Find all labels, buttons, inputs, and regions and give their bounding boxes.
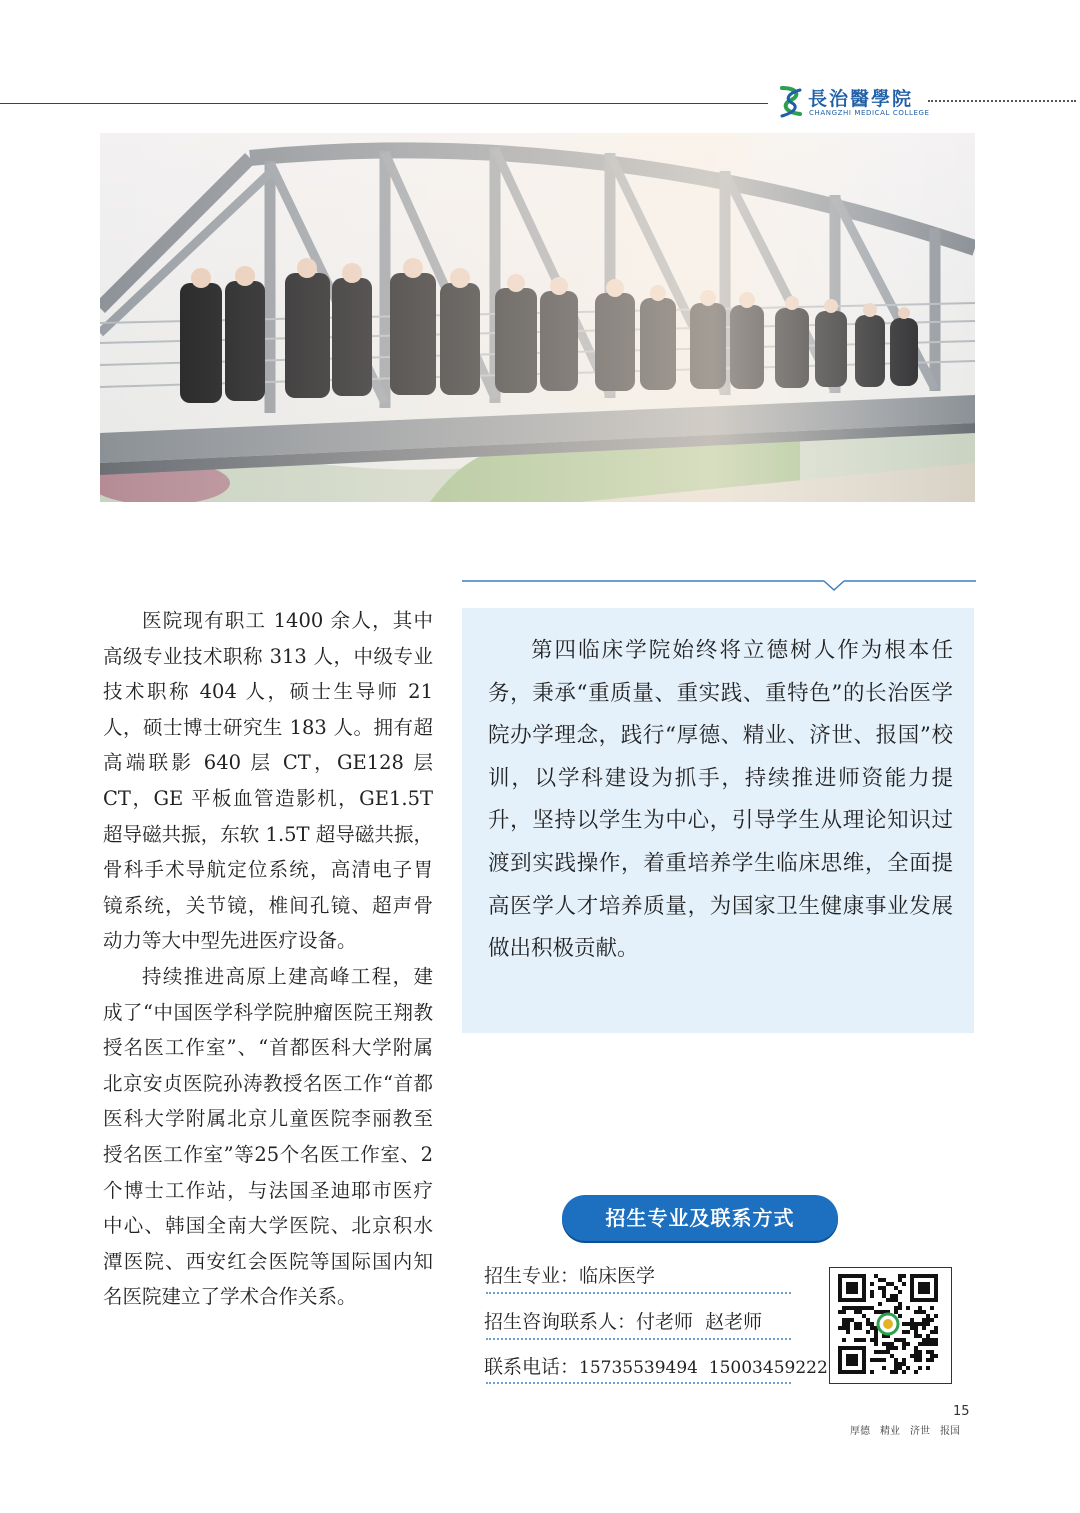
motto-word: 济世 [910,1426,930,1437]
major-value: 临床医学 [579,1265,656,1287]
major-line [484,1261,655,1288]
highlight-divider [462,580,976,594]
motto-word: 报国 [940,1426,960,1437]
phone-label: 联系电话： [484,1356,580,1378]
motto-word: 精业 [880,1426,900,1437]
contact-rule-1 [486,1292,791,1294]
contact-rule-3 [486,1382,791,1384]
paragraph-expert-studios: 持续推进高原上建高峰工程，建成了“中国医学科学院肿瘤医院王翔教授名医工作室”、“首都医科大学附属北京安贞医院孙涛教授名医工作“首都医科大学附属北京儿童医院李丽教至授名医工作室”等25个名医工作室、2个博士工作站，与法国圣迪耶市医疗中心、韩国全南大学医院、北京积水潭医院、西安红会医院等国际国内知名医院建立了学术合作关系。 [103,964,433,1309]
consult-value: 付老师 赵老师 [636,1311,763,1333]
contact-section-title: 招生专业及联系方式 [562,1195,838,1241]
motto-word: 厚德 [850,1426,870,1437]
hospital-intro-text [103,603,433,1315]
college-motto [850,1422,970,1437]
consult-line [484,1307,762,1334]
college-logo [778,84,930,124]
phone-value: 15735539494 15003459222 [579,1358,828,1378]
paragraph-staff-equipment: 医院现有职工 1400 余人，其中高级专业技术职称 313 人，中级专业技术职称 404 人，硕士生导师 21 人，硕士博士研究生 183 人。拥有超高端联影 640 层 CT，GE128 层 CT，GE 平板血管造影机，GE1.5T 超导磁共振，东软 1.5T 超导磁共振，骨科手术导航定位系统，高清电子胃镜系统，关节镜，椎间孔镜、超声骨动力等大中型先进医疗设备。 [103,609,433,953]
header-rule [0,103,768,104]
page-number: 15 [953,1404,970,1419]
header-dotted-rule [928,100,1076,102]
mission-statement: 第四临床学院始终将立德树人作为根本任务，秉承“重质量、重实践、重特色”的长治医学院办学理念，践行“厚德、精业、济世、报国”校训，以学科建设为抓手，持续推进师资能力提升，坚持以学生为中心，引导学生从理论知识过渡到实践操作，着重培养学生临床思维，全面提高医学人才培养质量，为国家卫生健康事业发展做出积极贡献。 [488,638,953,962]
major-label: 招生专业： [484,1265,580,1287]
qr-code-icon [838,1274,942,1376]
consult-label: 招生咨询联系人： [484,1311,637,1333]
contact-rule-2 [486,1338,791,1340]
logo-chinese-name: 長治醫學院 [808,88,914,110]
phone-line [484,1352,828,1379]
qr-code[interactable] [829,1267,952,1384]
logo-english-name: CHANGZHI MEDICAL COLLEGE [809,109,930,117]
college-emblem-icon [778,84,804,120]
graduates-bridge-photo [100,133,975,502]
